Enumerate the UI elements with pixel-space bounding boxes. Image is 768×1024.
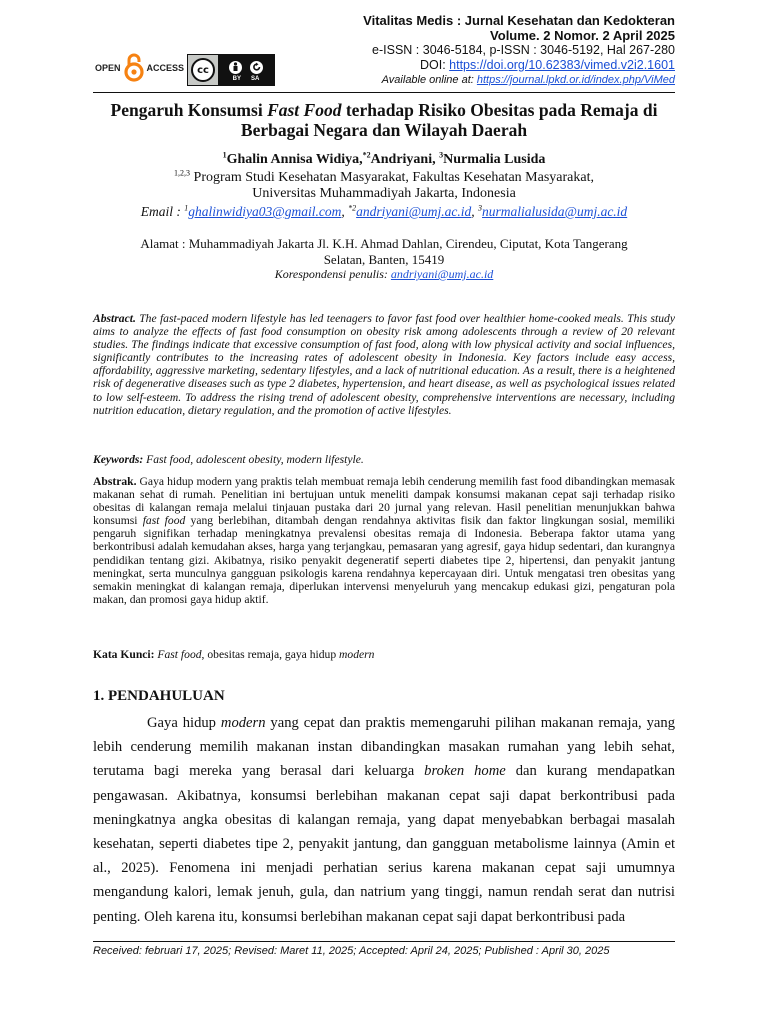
cc-icon: cc: [188, 55, 218, 85]
cc-license-badge[interactable]: [187, 54, 275, 86]
cc-sa-share-icon: [249, 60, 264, 75]
email-link-2[interactable]: andriyani@umj.ac.id: [356, 204, 472, 219]
footer-dates: Received: februari 17, 2025; Revised: Maret 11, 2025; Accepted: April 24, 2025; Published : April 30, 2025: [93, 945, 610, 957]
footer-divider: [93, 941, 675, 942]
journal-available: [363, 73, 675, 88]
available-label: Available online at:: [381, 74, 477, 86]
paper-title: Pengaruh Konsumsi Fast Food terhadap Risiko Obesitas pada Remaja di Berbagai Negara dan Wilayah Daerah: [110, 100, 658, 140]
doi-link[interactable]: https://doi.org/10.62383/vimed.v2i2.1601: [449, 58, 675, 72]
journal-issn: e-ISSN : 3046-5184, p-ISSN : 3046-5192, Hal 267-280: [372, 43, 675, 57]
doi-label: DOI:: [419, 58, 450, 72]
abstract-indonesian: Abstrak. Gaya hidup modern yang praktis telah membuat remaja lebih cenderung memilih fast food dibandingkan memasak makanan sehat di rumah. Penelitian ini bertujuan untuk meneliti dampak konsumsi makanan cepat saji terhadap risiko obesitas di kalangan remaja melalui tinjauan pustaka dari 20 jurnal yang relevan. Hasil penelitian menunjukkan bahwa konsumsi fast food yang berlebihan, ditambah dengan rendahnya aktivitas fisik dan faktor lingkungan sosial, memiliki pengaruh signifikan terhadap meningkatnya prevalensi obesitas remaja di Indonesia. Beberapa faktor utama yang berkontribusi adalah kemudahan akses, harga yang terjangkau, pemasaran yang agresif, gaya hidup sedentari, dan kurangnya pendidikan tentang gizi. Akibatnya, risiko penyakit degeneratif seperti diabetes tipe 2, hipertensi, dan penyakit jantung meningkat, serta munculnya gangguan psikologis karena rendahnya kepercayaan diri. Untuk mengatasi tren obesitas yang semakin meningkat di kalangan remaja, diperlukan intervensi menyeluruh yang mencakup edukasi gizi, pengaturan pola makan, dan promosi gaya hidup aktif.: [93, 475, 676, 606]
cc-by-person-icon: [228, 60, 243, 75]
open-access-logo: [95, 52, 184, 84]
author-1: Ghalin Annisa Widiya,: [226, 152, 363, 167]
cc-by-label: BY: [232, 75, 241, 82]
journal-doi: [363, 58, 675, 73]
email-link-3[interactable]: nurmalialusida@umj.ac.id: [482, 204, 628, 219]
author-list: $^1$Ghalin Annisa Widiya,$^{*2}$Andriyani, $^3$Nurmalia Lusida: [222, 150, 546, 167]
author-3: Nurmalia Lusida: [443, 152, 546, 167]
affiliation: $^{1,2,3}$ Program Studi Kesehatan Masyarakat, Fakultas Kesehatan Masyarakat, Universitas Muhammadiyah Jakarta, Indonesia: [174, 168, 594, 201]
journal-volume: Volume. 2 Nomor. 2 April 2025: [490, 28, 675, 43]
open-access-lock-icon: [124, 52, 144, 84]
open-access-text-right: ACCESS: [146, 63, 185, 73]
institution-address: Alamat : Muhammadiyah Jakarta Jl. K.H. Ahmad Dahlan, Cirendeu, Ciputat, Kota Tangerang Selatan, Banten, 15419: [140, 236, 628, 267]
available-link[interactable]: https://journal.lpkd.or.id/index.php/ViMed: [476, 74, 675, 86]
corr-email-link[interactable]: andriyani@umj.ac.id: [390, 267, 494, 281]
corresponding-author: Korespondensi penulis: andriyani@umj.ac.id: [274, 267, 494, 281]
open-access-text-left: OPEN: [95, 63, 121, 73]
author-emails: Email : $^1$ghalinwidiya03@gmail.com, $^{*2}$andriyani@umj.ac.id, $^3$nurmalialusida@umj.ac.id: [140, 203, 628, 219]
keywords-indonesian: Kata Kunci: Fast food, obesitas remaja, gaya hidup modern: [93, 648, 375, 661]
keywords-english: Keywords: Fast food, adolescent obesity, modern lifestyle.: [93, 453, 364, 466]
cc-sa-label: SA: [251, 75, 260, 82]
section-heading: 1. PENDAHULUAN: [93, 688, 225, 704]
header-divider: [93, 92, 675, 93]
journal-info: [363, 13, 675, 88]
journal-name: Vitalitas Medis : Jurnal Kesehatan dan Kedokteran: [363, 13, 675, 28]
introduction-paragraph: Gaya hidup modern yang cepat dan praktis memengaruhi pilihan makanan remaja, yang lebih cenderung memilih makanan instan dibandingkan masakan rumahan yang lebih sehat, terutama bagi mereka yang berasal dari keluarga broken home dan kurang mendapatkan pengawasan. Akibatnya, konsumsi berlebihan makanan cepat saji dapat berkontribusi pada meningkatnya angka obesitas di kalangan remaja, yang dapat menyebabkan berbagai masalah kesehatan, seperti diabetes tipe 2, penyakit jantung, dan gangguan metabolisme lainnya (Amin et al., 2025). Fenomena ini menjadi perhatian serius karena makanan cepat saji umumnya mengandung kalori, lemak jenuh, gula, dan natrium yang tinggi, namun rendah serat dan nutrisi penting. Oleh karena itu, konsumsi berlebihan makanan cepat saji dapat berkontribusi pada: [93, 715, 676, 925]
abstract-english: Abstract. The fast-paced modern lifestyle has led teenagers to favor fast food over healthier home-cooked meals. This study aims to analyze the effects of fast food consumption on obesity risk among adolescents through a review of 20 relevant studies. The findings indicate that excessive consumption of fast food, along with low physical activity and social influences, significantly contributes to the increasing rates of adolescent obesity in Indonesia. Key factors include easy access, affordability, aggressive marketing, sedentary lifestyles, and a lack of nutritional education. As a result, there is a heightened risk of degenerative diseases such as type 2 diabetes, hypertension, and heart disease, as well as psychological issues related to low self-esteem. To address the rising trend of adolescent obesity, comprehensive interventions are necessary, including nutrition education, dietary regulation, and the promotion of active lifestyles.: [93, 312, 675, 417]
author-2: Andriyani,: [370, 152, 440, 167]
email-link-1[interactable]: ghalinwidiya03@gmail.com: [188, 204, 342, 219]
